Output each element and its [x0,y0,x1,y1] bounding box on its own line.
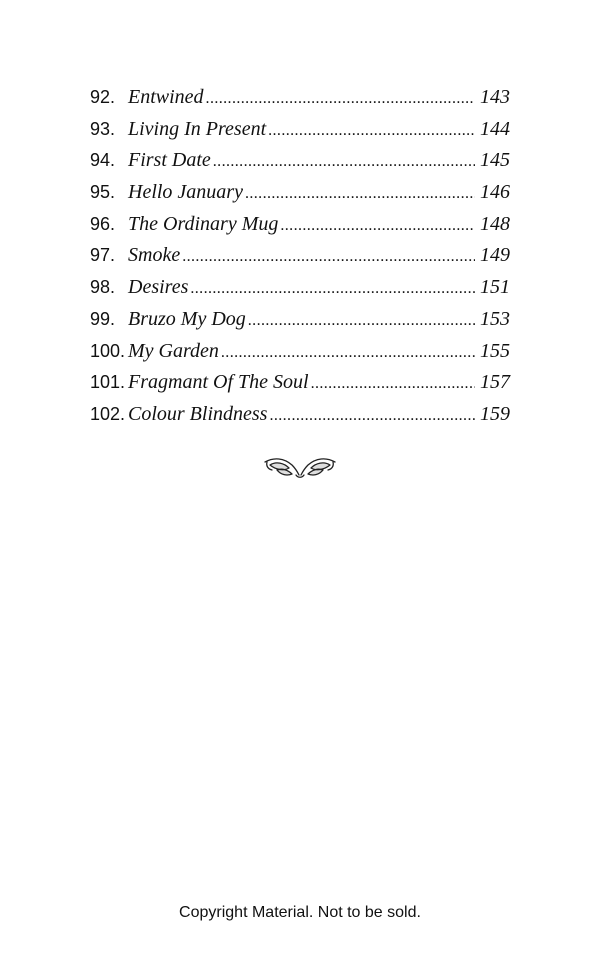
toc-entry-title: The Ordinary Mug [128,212,279,235]
toc-entry[interactable] [90,118,510,150]
toc-entry-page: 159 [480,402,510,425]
toc-entry-number: 94. [90,150,116,171]
toc-entry-page: 146 [480,181,510,204]
toc-entry-title: Hello January [128,181,243,204]
toc-entry-title: Colour Blindness [128,402,268,425]
toc-entry[interactable] [90,86,510,118]
dot-leader [311,375,475,393]
toc-entry-title: First Date [128,149,211,172]
dot-leader [280,217,475,235]
toc-entry-page: 157 [480,371,510,394]
toc-entry[interactable] [90,213,510,245]
toc-entry-page: 155 [480,339,510,362]
toc-entry-title: Desires [128,276,189,299]
copyright-notice: Copyright Material. Not to be sold. [179,904,421,921]
toc-entry-number: 102. [90,403,126,424]
toc-entry-page: 143 [480,86,510,108]
toc-entry-number: 100. [90,340,126,361]
dot-leader [269,407,475,425]
toc-entry-number: 96. [90,213,116,234]
dot-leader [248,312,475,330]
toc-entry-page: 153 [480,307,510,330]
toc-entry[interactable] [90,340,510,372]
dot-leader [206,90,475,108]
toc-entry[interactable] [90,276,510,308]
toc-entry[interactable] [90,308,510,340]
toc-entry-page: 144 [480,117,510,140]
toc-entry-number: 95. [90,182,116,203]
toc-entry-number: 98. [90,277,116,298]
dot-leader [213,153,475,171]
toc-entry[interactable] [90,371,510,403]
toc-entry[interactable] [90,244,510,276]
toc-entry-number: 99. [90,308,116,329]
toc-entry-number: 101. [90,372,126,393]
toc-entry-title: Living In Present [128,117,267,140]
dot-leader [221,344,475,362]
toc-entry-title: Smoke [128,244,181,267]
table-of-contents [90,86,510,435]
toc-entry[interactable] [90,403,510,435]
toc-entry-number: 93. [90,118,116,139]
toc-entry-page: 145 [480,149,510,172]
toc-entry-number: 97. [90,245,116,266]
toc-entry-page: 149 [480,244,510,267]
toc-entry-title: Entwined [128,86,204,108]
dot-leader [268,122,475,140]
dot-leader [182,248,475,266]
dot-leader [190,280,475,298]
toc-entry-title: My Garden [128,339,219,362]
dot-leader [245,185,475,203]
toc-entry-title: Fragmant Of The Soul [128,371,309,394]
toc-entry[interactable] [90,149,510,181]
toc-entry-number: 92. [90,87,116,107]
toc-entry-page: 151 [480,276,510,299]
toc-entry-title: Bruzo My Dog [128,307,246,330]
toc-entry[interactable] [90,181,510,213]
toc-entry-page: 148 [480,212,510,235]
leaf-flourish-icon [262,454,338,480]
